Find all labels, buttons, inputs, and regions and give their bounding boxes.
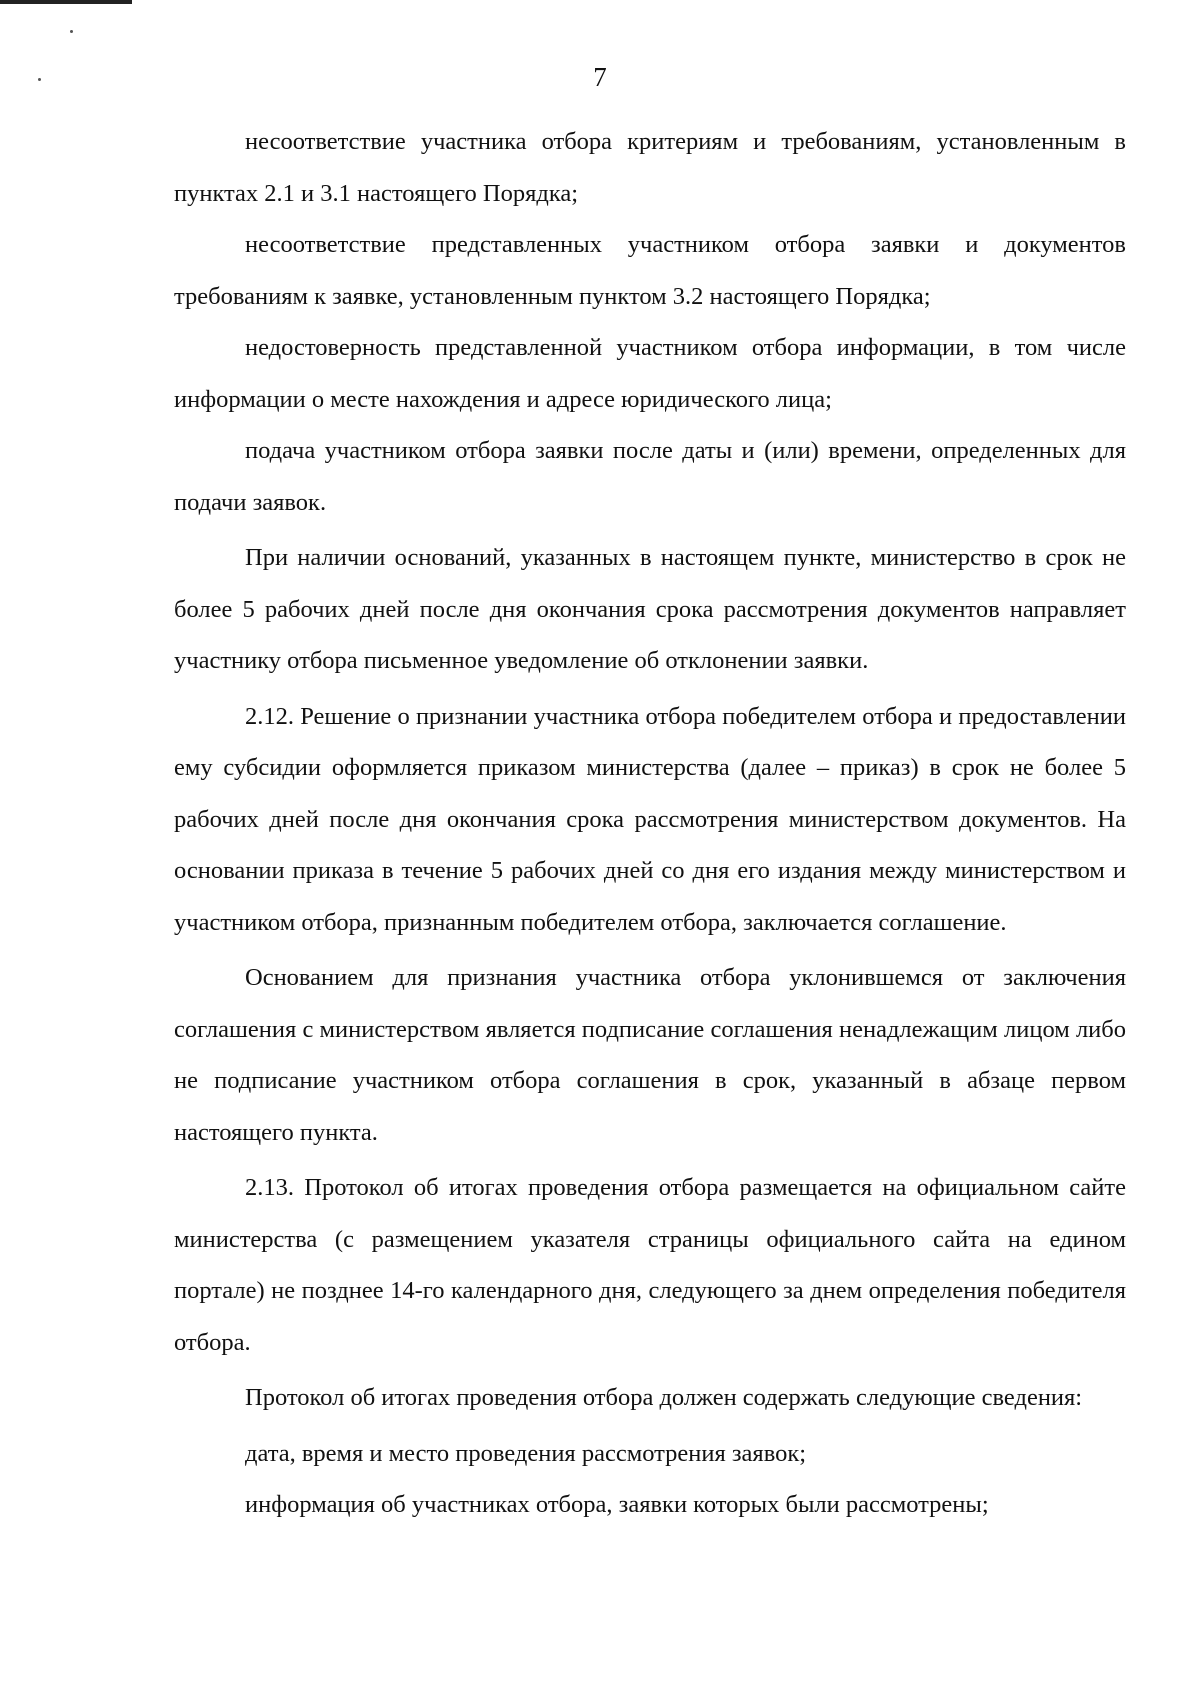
paragraph: При наличии оснований, указанных в настоящем пункте, министерство в срок не более 5 рабочих дней после дня окончания срока рассмотрения документов направляет участнику отбора письменное уведомление об отклонении заявки. [174,544,1126,674]
paragraph: информация об участниках отбора, заявки которых были рассмотрены; [245,1491,989,1518]
paragraph: Основанием для признания участника отбора уклонившемся от заключения соглашения с министерством является подписание соглашения ненадлежащим лицом либо не подписание участником отбора соглашения в срок, указанный в абзаце первом настоящего пункта. [174,964,1126,1146]
paragraph: 2.12. Решение о признании участника отбора победителем отбора и предоставлении ему субсидии оформляется приказом министерства (далее – приказ) в срок не более 5 рабочих дней после дня окончания срока рассмотрения министерством документов. На основании приказа в течение 5 рабочих дней со дня его издания между министерством и участником отбора, признанным победителем отбора, заключается соглашение. [174,702,1126,936]
paragraph: Протокол об итогах проведения отбора должен содержать следующие сведения: [245,1384,1083,1411]
paragraph: несоответствие представленных участником отбора заявки и документов требованиям к заявке, установленным пунктом 3.2 настоящего Порядка; [174,231,1126,310]
paragraph: несоответствие участника отбора критериям и требованиям, установленным в пунктах 2.1 и 3.1 настоящего Порядка; [174,128,1126,207]
page-number: 7 [593,62,607,92]
paragraph: дата, время и место проведения рассмотрения заявок; [245,1439,807,1467]
paragraph: подача участником отбора заявки после даты и (или) времени, определенных для подачи заявок. [174,437,1126,516]
paragraph: 2.13. Протокол об итогах проведения отбора размещается на официальном сайте министерства (с размещением указателя страницы официального сайта на едином портале) не позднее 14-го календарного дня, следующего за днем определения победителя отбора. [174,1174,1126,1356]
scan-corner-mark [0,0,132,4]
paragraph: недостоверность представленной участником отбора информации, в том числе информации о месте нахождения и адресе юридического лица; [174,334,1126,413]
scan-speck [70,30,73,33]
document-body [174,116,1126,1531]
